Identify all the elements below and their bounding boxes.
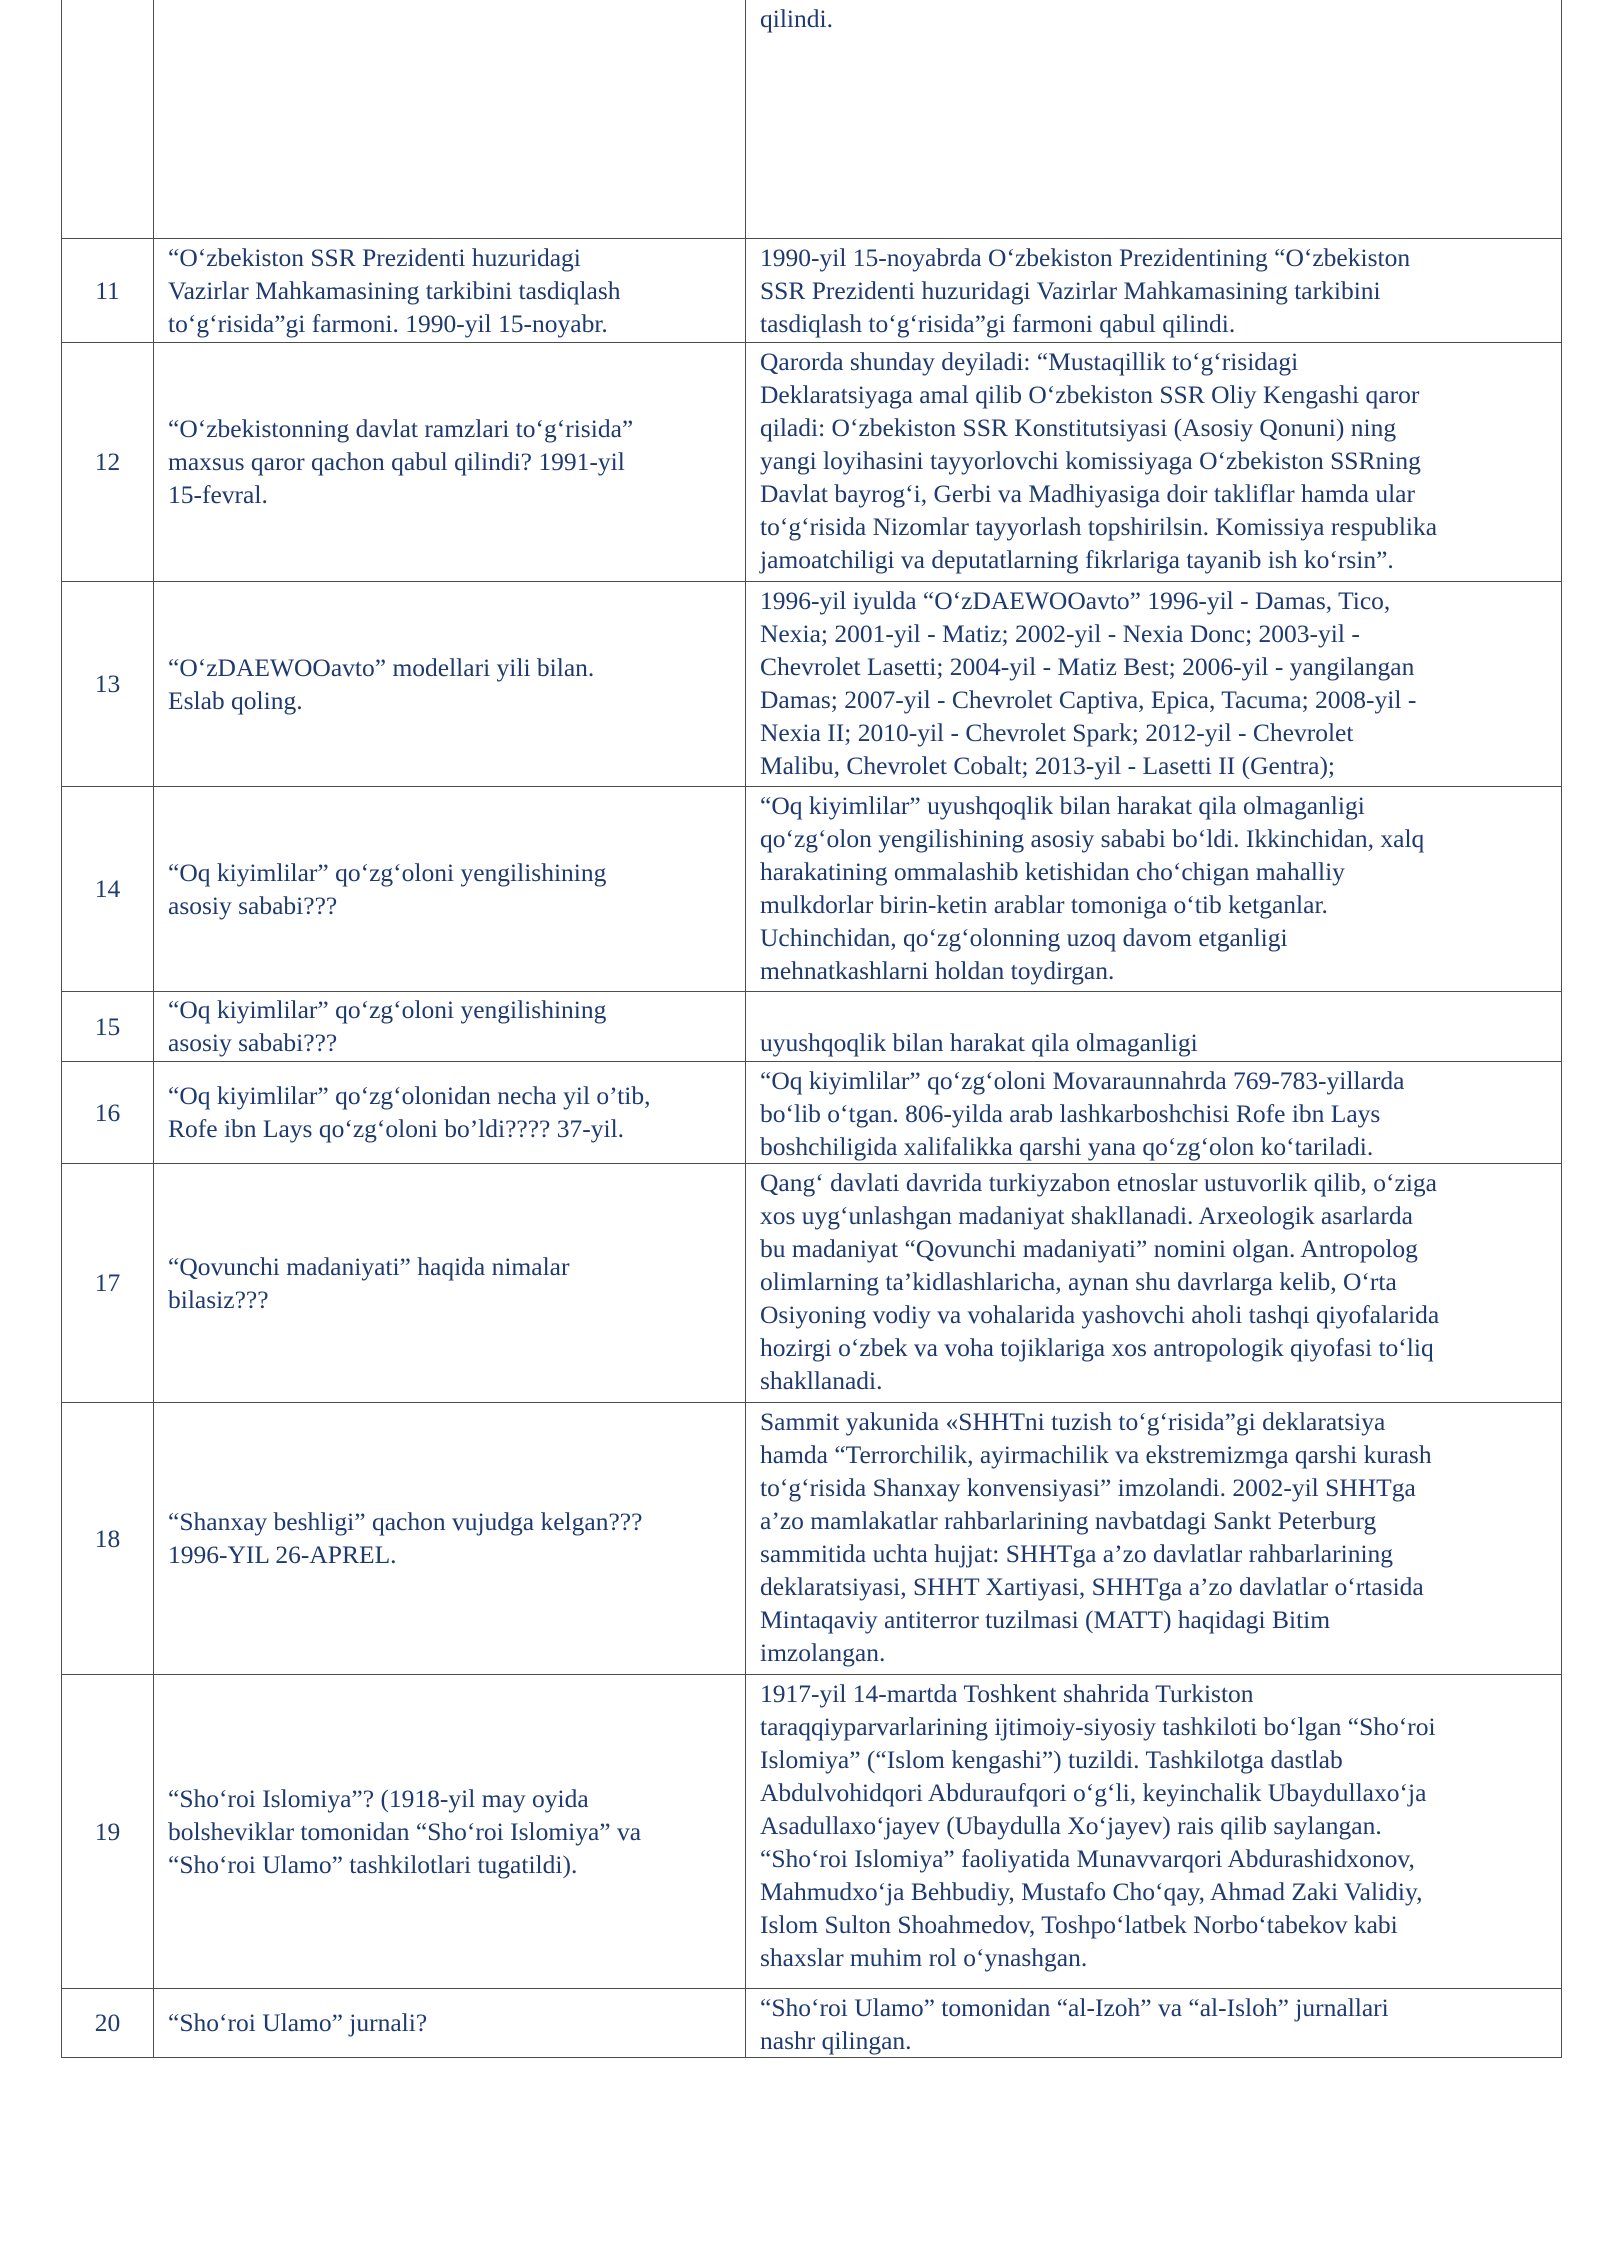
row-number-cell: 15 xyxy=(62,991,154,1061)
answer-cell: 1917-yil 14-martda Toshkent shahrida Turkiston taraqqiyparvarlarining ijtimoiy-siyosiy tashkiloti bo‘lgan “Sho‘roi Islomiya” (“Islom kengashi”) tuzildi. Tashkilotga dastlab Abdulvohidqori Abduraufqori o‘g‘li, keyinchalik Ubaydullaxo‘ja Asadullaxo‘jayev (Ubaydulla Xo‘jayev) rais qilib saylangan. “Sho‘roi Islomiya” faoliyatida Munavvarqori Abdurashidxonov, Mahmudxo‘ja Behbudiy, Mustafo Cho‘qay, Ahmad Zaki Validiy, Islom Sulton Shoahmedov, Toshpo‘latbek Norbo‘tabekov kabi shaxslar muhim rol o‘ynashgan. xyxy=(746,1674,1562,1988)
question-cell: “O‘zbekiston SSR Prezidenti huzuridagi Vazirlar Mahkamasining tarkibini tasdiqlash to‘g‘risida”gi farmoni. 1990-yil 15-noyabr. xyxy=(154,238,746,342)
answer-cell: Qang‘ davlati davrida turkiyzabon etnoslar ustuvorlik qilib, o‘ziga xos uyg‘unlashgan madaniyat shakllanadi. Arxeologik asarlarda bu madaniyat “Qovunchi madaniyati” nomini olgan. Antropolog olimlarning ta’kidlashlaricha, aynan shu davrlarga kelib, O‘rta Osiyoning vodiy va vohalarida yashovchi aholi tashqi qiyofalarida hozirgi o‘zbek va voha tojiklariga xos antropologik qiyofasi to‘liq shakllanadi. xyxy=(746,1163,1562,1402)
table-row xyxy=(62,238,1562,342)
row-number-cell: 17 xyxy=(62,1163,154,1402)
row-number-cell: 16 xyxy=(62,1061,154,1163)
question-cell: “Oq kiyimlilar” qo‘zg‘oloni yengilishining asosiy sababi??? xyxy=(154,786,746,991)
table-row xyxy=(62,342,1562,581)
answer-cell: Qarorda shunday deyiladi: “Mustaqillik to‘g‘risidagi Deklaratsiyaga amal qilib O‘zbekiston SSR Oliy Kengashi qaror qiladi: O‘zbekiston SSR Konstitutsiyasi (Asosiy Qonuni) ning yangi loyihasini tayyorlovchi komissiyaga O‘zbekiston SSRning Davlat bayrog‘i, Gerbi va Madhiyasiga doir takliflar hamda ular to‘g‘risida Nizomlar tayyorlash topshirilsin. Komissiya respublika jamoatchiligi va deputatlarning fikrlariga tayanib ish ko‘rsin”. xyxy=(746,342,1562,581)
table-row xyxy=(62,0,1562,238)
row-number-cell: 13 xyxy=(62,581,154,786)
answer-cell: 1990-yil 15-noyabrda O‘zbekiston Prezidentining “O‘zbekiston SSR Prezidenti huzuridagi Vazirlar Mahkamasining tarkibini tasdiqlash to‘g‘risida”gi farmoni qabul qilindi. xyxy=(746,238,1562,342)
answer-cell: “Oq kiyimlilar” qo‘zg‘oloni Movaraunnahrda 769-783-yillarda bo‘lib o‘tgan. 806-yilda arab lashkarboshchisi Rofe ibn Lays boshchiligida xalifalikka qarshi yana qo‘zg‘olon ko‘tariladi. xyxy=(746,1061,1562,1163)
row-number-cell: 19 xyxy=(62,1674,154,1988)
table-row xyxy=(62,581,1562,786)
question-cell: “Sho‘roi Islomiya”? (1918-yil may oyida bolsheviklar tomonidan “Sho‘roi Islomiya” va “Sho‘roi Ulamo” tashkilotlari tugatildi). xyxy=(154,1674,746,1988)
table-row xyxy=(62,1061,1562,1163)
qa-table xyxy=(61,0,1562,2058)
question-cell: “Shanxay beshligi” qachon vujudga kelgan??? 1996-YIL 26-APREL. xyxy=(154,1402,746,1674)
table-row xyxy=(62,1674,1562,1988)
answer-cell: qilindi. xyxy=(746,0,1562,238)
question-cell: “Oq kiyimlilar” qo‘zg‘oloni yengilishining asosiy sababi??? xyxy=(154,991,746,1061)
row-number-cell: 18 xyxy=(62,1402,154,1674)
question-cell: “O‘zbekistonning davlat ramzlari to‘g‘risida” maxsus qaror qachon qabul qilindi? 1991-yil 15-fevral. xyxy=(154,342,746,581)
table-row xyxy=(62,1988,1562,2057)
row-number-cell xyxy=(62,0,154,238)
question-cell: “Qovunchi madaniyati” haqida nimalar bilasiz??? xyxy=(154,1163,746,1402)
row-number-cell: 11 xyxy=(62,238,154,342)
question-cell: “O‘zDAEWOOavto” modellari yili bilan. Eslab qoling. xyxy=(154,581,746,786)
table-row xyxy=(62,786,1562,991)
question-cell xyxy=(154,0,746,238)
table-row xyxy=(62,991,1562,1061)
question-cell: “Oq kiyimlilar” qo‘zg‘olonidan necha yil o’tib, Rofe ibn Lays qo‘zg‘oloni bo’ldi???? 37-yil. xyxy=(154,1061,746,1163)
row-number-cell: 14 xyxy=(62,786,154,991)
table-row xyxy=(62,1402,1562,1674)
row-number-cell: 12 xyxy=(62,342,154,581)
answer-cell: Sammit yakunida «SHHTni tuzish to‘g‘risida”gi deklaratsiya hamda “Terrorchilik, ayirmachilik va ekstremizmga qarshi kurash to‘g‘risida Shanxay konvensiyasi” imzolandi. 2002-yil SHHTga a’zo mamlakatlar rahbarlarining navbatdagi Sankt Peterburg sammitida uchta hujjat: SHHTga a’zo davlatlar rahbarlarining deklaratsiyasi, SHHT Xartiyasi, SHHTga a’zo davlatlar o‘rtasida Mintaqaviy antiterror tuzilmasi (MATT) haqidagi Bitim imzolangan. xyxy=(746,1402,1562,1674)
row-number-cell: 20 xyxy=(62,1988,154,2057)
question-cell: “Sho‘roi Ulamo” jurnali? xyxy=(154,1988,746,2057)
answer-cell: uyushqoqlik bilan harakat qila olmaganligi xyxy=(746,991,1562,1061)
answer-cell: 1996-yil iyulda “O‘zDAEWOOavto” 1996-yil - Damas, Tico, Nexia; 2001-yil - Matiz; 2002-yil - Nexia Donc; 2003-yil - Chevrolet Lasetti; 2004-yil - Matiz Best; 2006-yil - yangilangan Damas; 2007-yil - Chevrolet Captiva, Epica, Tacuma; 2008-yil - Nexia II; 2010-yil - Chevrolet Spark; 2012-yil - Chevrolet Malibu, Chevrolet Cobalt; 2013-yil - Lasetti II (Gentra); xyxy=(746,581,1562,786)
table-row xyxy=(62,1163,1562,1402)
answer-cell: “Sho‘roi Ulamo” tomonidan “al-Izoh” va “al-Isloh” jurnallari nashr qilingan. xyxy=(746,1988,1562,2057)
answer-cell: “Oq kiyimlilar” uyushqoqlik bilan harakat qila olmaganligi qo‘zg‘olon yengilishining asosiy sababi bo‘ldi. Ikkinchidan, xalq harakatining ommalashib ketishidan cho‘chigan mahalliy mulkdorlar birin-ketin arablar tomoniga o‘tib ketganlar. Uchinchidan, qo‘zg‘olonning uzoq davom etganligi mehnatkashlarni holdan toydirgan. xyxy=(746,786,1562,991)
